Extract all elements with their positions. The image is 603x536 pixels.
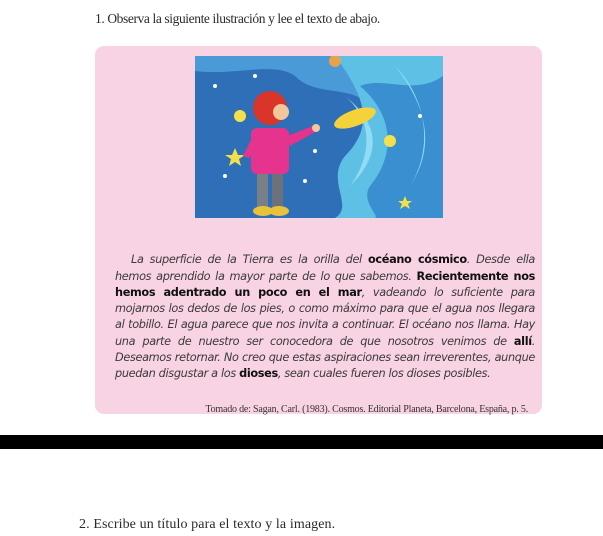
passage-text: . Desde ella hemos aprendido la mayor parte de lo que sabemos.	[115, 253, 535, 283]
page-divider-bar	[0, 435, 603, 449]
question-text: Escribe un título para el texto y la imagen.	[93, 517, 336, 532]
reading-box	[95, 46, 542, 414]
passage-text: . Deseamos retornar. No creo que estas aspiraciones sean irreverentes, aunque puedan disgustar a los	[115, 334, 535, 381]
passage-bold: allí	[513, 334, 532, 348]
question-text: Observa la siguiente ilustración y lee el texto de abajo.	[107, 11, 380, 26]
passage-text: La superficie de la Tierra es la orilla del	[131, 253, 368, 267]
question-1	[95, 11, 380, 27]
passage-bold: dioses	[239, 367, 278, 381]
reading-passage	[115, 252, 535, 382]
question-2	[79, 517, 335, 533]
question-number: 1.	[95, 11, 105, 26]
passage-text: , vadeando lo suficiente para mojarnos los dedos de los pies, o como máximo para que el agua nos llegara al tobillo. El agua parece que nos invita a continuar. El océano nos llama. Hay una parte de nuestro ser conocedora de que nosotros venimos de	[115, 285, 535, 348]
passage-text: , sean cuales fueren los dioses posibles.	[277, 367, 491, 381]
illustration-boy-cosmic-ocean	[195, 56, 443, 218]
question-number: 2.	[79, 517, 90, 532]
passage-bold: Recientemente nos hemos adentrado un poco en el mar	[115, 269, 536, 299]
source-citation: Tomado de: Sagan, Carl. (1983). Cosmos. Editorial Planeta, Barcelona, España, p. 5.	[205, 404, 528, 415]
passage-bold: océano cósmico	[368, 253, 467, 267]
